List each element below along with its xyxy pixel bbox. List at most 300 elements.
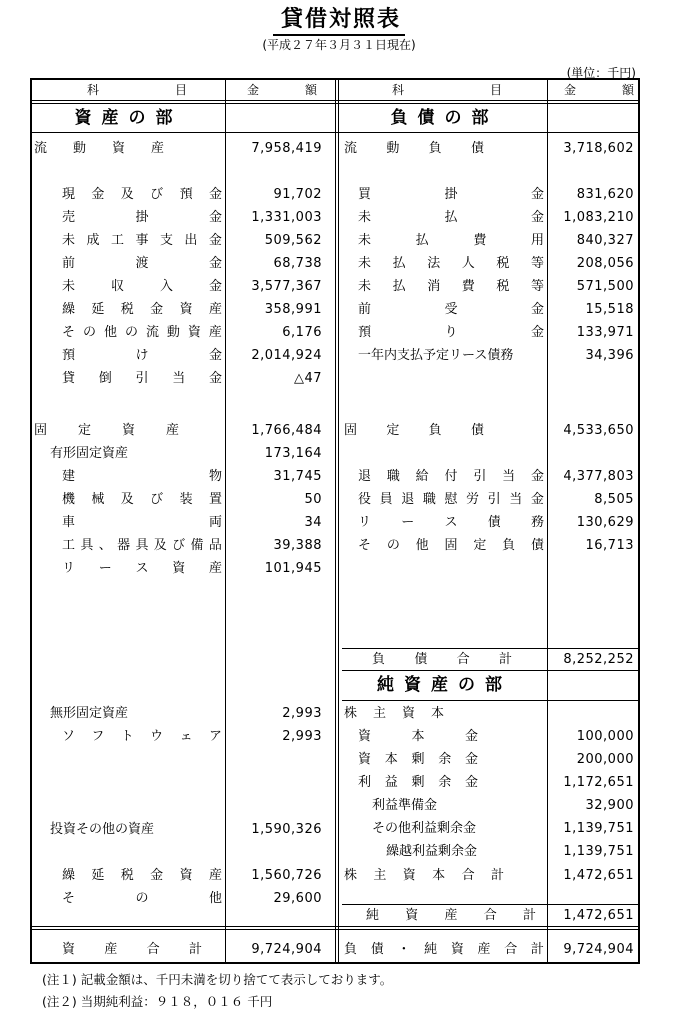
row-label: 一年内支払予定リース債務 <box>358 348 514 363</box>
label-char: び <box>150 187 164 202</box>
row-label <box>62 206 222 229</box>
row-amount: 101,945 <box>264 561 322 576</box>
row-amount: 1,472,651 <box>563 868 634 883</box>
header-label: 金 <box>564 83 577 97</box>
spread-label <box>62 887 222 910</box>
label-char: 金 <box>464 775 478 790</box>
label-char: 工 <box>110 233 124 248</box>
label-char: 資 <box>358 729 372 744</box>
label-char: 本 <box>430 706 444 721</box>
label-char: 預 <box>62 348 76 363</box>
row-label <box>344 864 504 887</box>
row-label <box>358 275 544 298</box>
row-amount: 1,472,651 <box>563 908 634 923</box>
spread-label <box>358 275 544 298</box>
label-char: 繰 <box>62 302 76 317</box>
row-amount: 3,577,367 <box>251 279 322 294</box>
row-amount: 8,505 <box>594 492 634 507</box>
label-char: 剰 <box>411 775 425 790</box>
row-amount: 1,766,484 <box>251 423 322 438</box>
label-char: 本 <box>411 729 425 744</box>
row-amount: 15,518 <box>585 302 634 317</box>
row-amount: 4,377,803 <box>563 469 634 484</box>
total-rule <box>32 926 638 930</box>
section-liabilities: 負債の部 <box>390 108 499 128</box>
row-amount: 208,056 <box>576 256 634 271</box>
row-amount: 8,252,252 <box>563 652 634 667</box>
spread-label <box>358 465 544 488</box>
label-char: 資 <box>121 423 135 438</box>
label-char: 本 <box>432 868 446 883</box>
label-char: 他 <box>103 325 117 340</box>
row-label: 有形固定資産 <box>50 446 129 461</box>
row-label <box>358 252 544 275</box>
label-char: 掛 <box>135 210 149 225</box>
label-char: 合 <box>456 652 470 667</box>
label-char: 株 <box>344 706 358 721</box>
row-amount: 1,331,003 <box>251 210 322 225</box>
spread-label <box>62 252 222 275</box>
label-char: 品 <box>208 538 222 553</box>
spread-label <box>344 938 544 961</box>
label-char: 引 <box>135 371 149 386</box>
row-amount: 68,738 <box>273 256 322 271</box>
label-char: 、 <box>98 538 112 553</box>
row-label <box>62 488 222 511</box>
label-char: 金 <box>530 492 544 507</box>
label-char: 払 <box>392 256 406 271</box>
label-char: 税 <box>120 302 134 317</box>
row-amount: 1,139,751 <box>563 821 634 836</box>
label-char: 引 <box>473 469 487 484</box>
row-label: 繰越利益剰余金 <box>386 844 478 859</box>
label-char: 等 <box>530 279 544 294</box>
label-char: 資 <box>179 868 193 883</box>
row-amount: 7,958,419 <box>251 141 322 156</box>
label-char: フ <box>91 729 105 744</box>
label-char: 前 <box>358 302 372 317</box>
label-char: 入 <box>159 279 173 294</box>
label-char: ー <box>401 515 415 530</box>
label-char: 資 <box>401 706 415 721</box>
label-char: 合 <box>461 868 475 883</box>
subtotal-rule <box>342 670 638 671</box>
row-label <box>62 183 222 206</box>
label-char: 金 <box>91 187 105 202</box>
label-char: 受 <box>444 302 458 317</box>
label-char: り <box>444 325 458 340</box>
spread-label <box>62 183 222 206</box>
label-char: 資 <box>62 942 76 957</box>
row-label <box>344 419 484 442</box>
label-char: 車 <box>62 515 76 530</box>
row-label <box>358 321 544 344</box>
label-char: 事 <box>135 233 149 248</box>
row-amount: 1,172,651 <box>563 775 634 790</box>
row-label <box>62 344 222 367</box>
label-char: 役 <box>358 492 372 507</box>
spread-label <box>344 419 484 442</box>
row-label <box>358 511 544 534</box>
row-label <box>358 748 478 771</box>
row-label <box>62 275 222 298</box>
row-amount: 130,629 <box>576 515 634 530</box>
label-char: の <box>82 325 96 340</box>
row-label <box>62 252 222 275</box>
row-label <box>62 367 222 390</box>
header-kingaku-left <box>247 80 317 100</box>
label-char: 用 <box>530 233 544 248</box>
spread-label <box>62 465 222 488</box>
row-label <box>62 864 222 887</box>
label-char: 具 <box>80 538 94 553</box>
row-label <box>358 229 544 252</box>
report-date: (平成２７年３月３１日現在) <box>262 38 416 52</box>
section-rule <box>32 132 638 133</box>
row-label <box>358 183 544 206</box>
row-amount: △47 <box>293 371 322 386</box>
label-char: 債 <box>487 515 501 530</box>
label-char: 合 <box>504 942 518 957</box>
label-char: 出 <box>184 233 198 248</box>
row-amount: 39,388 <box>273 538 322 553</box>
row-amount: 509,562 <box>264 233 322 248</box>
row-amount-assets-total: 9,724,904 <box>251 942 322 957</box>
row-label <box>62 511 222 534</box>
label-char: ・ <box>397 942 411 957</box>
header-kamoku-right <box>392 80 502 100</box>
label-char: ウ <box>150 729 164 744</box>
label-char: 金 <box>530 325 544 340</box>
label-char: 債 <box>470 141 484 156</box>
spread-label <box>358 511 544 534</box>
row-amount: 50 <box>304 492 322 507</box>
label-char: 金 <box>150 302 164 317</box>
row-label: 無形固定資産 <box>50 706 129 721</box>
label-char: 未 <box>62 233 76 248</box>
spread-label <box>358 748 478 771</box>
label-char: 慰 <box>444 492 458 507</box>
label-char: 計 <box>522 908 536 923</box>
label-char: 産 <box>208 302 222 317</box>
spread-label <box>358 771 478 794</box>
label-char: 収 <box>110 279 124 294</box>
spread-label <box>62 511 222 534</box>
label-char: 金 <box>530 210 544 225</box>
label-char: 産 <box>208 561 222 576</box>
row-amount: 1,083,210 <box>563 210 634 225</box>
label-char: 益 <box>384 775 398 790</box>
label-char: 産 <box>208 868 222 883</box>
label-char: 両 <box>208 515 222 530</box>
row-amount: 100,000 <box>576 729 634 744</box>
row-label: 投資その他の資産 <box>50 822 155 837</box>
spread-label <box>62 344 222 367</box>
label-char: 資 <box>358 752 372 767</box>
header-rule <box>32 100 638 104</box>
row-amount: 2,014,924 <box>251 348 322 363</box>
row-amount: 2,993 <box>282 729 322 744</box>
label-char: 付 <box>444 469 458 484</box>
label-char: 貸 <box>62 371 76 386</box>
row-amount: 571,500 <box>576 279 634 294</box>
label-char: 及 <box>120 187 134 202</box>
label-char: 労 <box>466 492 480 507</box>
row-label <box>358 725 478 748</box>
header-label: 科 <box>392 83 405 97</box>
label-char: 退 <box>401 492 415 507</box>
label-char: 負 <box>428 423 442 438</box>
row-label <box>62 229 222 252</box>
spread-label <box>358 183 544 206</box>
label-char: 売 <box>62 210 76 225</box>
label-char: 物 <box>208 469 222 484</box>
label-char: 債 <box>414 652 428 667</box>
label-char: 定 <box>77 423 91 438</box>
label-char: 金 <box>208 256 222 271</box>
label-char: 定 <box>386 423 400 438</box>
label-char: 他 <box>208 891 222 906</box>
spread-label <box>62 557 222 580</box>
note-1: (注１) 記載金額は、千円未満を切り捨てて表示しております。 <box>42 972 393 987</box>
label-char: 産 <box>444 908 458 923</box>
label-char: 払 <box>392 279 406 294</box>
spread-label <box>358 725 478 748</box>
spread-label <box>358 298 544 321</box>
row-label-current-assets <box>34 137 164 160</box>
label-char: 給 <box>415 469 429 484</box>
row-amount: 16,713 <box>585 538 634 553</box>
label-char: 金 <box>208 210 222 225</box>
label-char: ス <box>135 561 149 576</box>
label-char: 主 <box>373 868 387 883</box>
header-kingaku-right <box>564 80 634 100</box>
row-label-net-assets-total <box>366 905 536 926</box>
row-label <box>34 419 179 442</box>
row-amount: 1,560,726 <box>251 868 322 883</box>
label-char: 金 <box>464 729 478 744</box>
label-char: 金 <box>208 371 222 386</box>
row-label <box>358 534 544 557</box>
label-char: ト <box>120 729 134 744</box>
row-amount: 840,327 <box>576 233 634 248</box>
label-char: 計 <box>530 942 544 957</box>
label-char: 資 <box>172 561 186 576</box>
label-char: 余 <box>438 752 452 767</box>
column-divider <box>225 80 226 962</box>
row-label <box>344 702 444 725</box>
spread-label <box>34 419 179 442</box>
label-char: 当 <box>172 371 186 386</box>
document-title: 貸借対照表 <box>0 2 678 33</box>
row-label <box>358 465 544 488</box>
label-char: 金 <box>530 302 544 317</box>
row-label <box>358 488 544 511</box>
label-char: 資 <box>405 908 419 923</box>
row-amount: 34,396 <box>585 348 634 363</box>
label-char: 払 <box>415 233 429 248</box>
spread-label <box>344 137 484 160</box>
row-amount: 358,991 <box>264 302 322 317</box>
label-char: 資 <box>179 302 193 317</box>
label-char: ス <box>444 515 458 530</box>
label-char: 産 <box>477 942 491 957</box>
label-char: 現 <box>62 187 76 202</box>
row-amount: 4,533,650 <box>563 423 634 438</box>
label-char: び <box>172 538 186 553</box>
label-char: 具 <box>135 538 149 553</box>
spread-label <box>62 864 222 887</box>
row-amount: 32,900 <box>585 798 634 813</box>
label-char: 成 <box>86 233 100 248</box>
spread-label <box>62 488 222 511</box>
label-char: 等 <box>530 256 544 271</box>
label-char: 本 <box>384 752 398 767</box>
label-char: 資 <box>187 325 201 340</box>
label-char: 装 <box>179 492 193 507</box>
label-char: 預 <box>358 325 372 340</box>
label-char: ー <box>98 561 112 576</box>
label-char: 引 <box>487 492 501 507</box>
label-char: 負 <box>372 652 386 667</box>
label-char: 人 <box>461 256 475 271</box>
row-label <box>62 725 222 748</box>
label-char: 税 <box>120 868 134 883</box>
label-char: 及 <box>120 492 134 507</box>
label-char: 職 <box>422 492 436 507</box>
row-amount: 173,164 <box>264 446 322 461</box>
label-char: 株 <box>344 868 358 883</box>
row-label <box>62 321 222 344</box>
spread-label <box>62 275 222 298</box>
label-char: 機 <box>62 492 76 507</box>
label-char: 倒 <box>98 371 112 386</box>
spread-label <box>358 252 544 275</box>
label-char: 計 <box>188 942 202 957</box>
label-char: 金 <box>208 187 222 202</box>
row-amount <box>550 702 634 725</box>
label-char: 固 <box>444 538 458 553</box>
row-label-liab-net-total <box>344 938 544 961</box>
header-label: 目 <box>174 83 187 97</box>
row-amount: 831,620 <box>576 187 634 202</box>
spread-label <box>62 534 222 557</box>
section-assets: 資産の部 <box>74 108 183 128</box>
label-char: リ <box>62 561 76 576</box>
label-char: 産 <box>150 141 164 156</box>
label-char: 純 <box>366 908 380 923</box>
label-char: そ <box>62 325 76 340</box>
spread-label <box>62 725 222 748</box>
row-amount: 6,176 <box>282 325 322 340</box>
label-char: 金 <box>530 187 544 202</box>
row-label: その他利益剰余金 <box>372 821 477 836</box>
label-char: 固 <box>344 423 358 438</box>
balance-sheet-table <box>30 78 640 964</box>
label-char: 流 <box>145 325 159 340</box>
label-char: 預 <box>179 187 193 202</box>
row-label <box>62 465 222 488</box>
section-rule <box>342 700 638 701</box>
label-char: 買 <box>358 187 372 202</box>
row-label <box>358 771 478 794</box>
label-char: 計 <box>498 652 512 667</box>
spread-label <box>34 137 164 160</box>
label-char: 余 <box>438 775 452 790</box>
spread-label <box>358 206 544 229</box>
row-amount: 1,590,326 <box>251 822 322 837</box>
row-amount: 34 <box>304 515 322 530</box>
spread-label <box>344 864 504 887</box>
label-char: 未 <box>62 279 76 294</box>
label-char: 税 <box>496 279 510 294</box>
label-char: 当 <box>502 469 516 484</box>
header-label: 科 <box>87 83 100 97</box>
column-divider <box>547 80 548 962</box>
label-char: 負 <box>344 942 358 957</box>
label-char: 流 <box>344 141 358 156</box>
label-char: 固 <box>34 423 48 438</box>
label-char: の <box>386 538 400 553</box>
label-char: の <box>124 325 138 340</box>
unit-label: (単位：千円) <box>566 66 636 80</box>
label-char: 動 <box>166 325 180 340</box>
label-char: 未 <box>358 233 372 248</box>
label-char: ソ <box>62 729 76 744</box>
label-char: 剰 <box>411 752 425 767</box>
row-label <box>62 534 222 557</box>
label-char: 債 <box>370 942 384 957</box>
label-char: 建 <box>62 469 76 484</box>
header-kamoku-left <box>87 80 187 100</box>
row-amount: 1,139,751 <box>563 844 634 859</box>
label-char: け <box>135 348 149 363</box>
label-char: 産 <box>104 942 118 957</box>
row-label: 利益準備金 <box>372 798 438 813</box>
spread-label <box>344 702 444 725</box>
label-char: 流 <box>34 141 48 156</box>
label-char: 械 <box>91 492 105 507</box>
label-char: 金 <box>464 752 478 767</box>
label-char: 器 <box>117 538 131 553</box>
header-label: 額 <box>621 83 634 97</box>
row-label <box>62 887 222 910</box>
label-char: 支 <box>159 233 173 248</box>
label-char: 消 <box>427 279 441 294</box>
label-char: そ <box>358 538 372 553</box>
label-char: 掛 <box>444 187 458 202</box>
label-char: 務 <box>530 515 544 530</box>
label-char: 工 <box>62 538 76 553</box>
row-label <box>358 206 544 229</box>
row-amount: 29,600 <box>273 891 322 906</box>
label-char: 動 <box>386 141 400 156</box>
spread-label <box>62 206 222 229</box>
spread-label <box>62 938 202 961</box>
label-char: 備 <box>190 538 204 553</box>
label-char: の <box>135 891 149 906</box>
label-char: 税 <box>496 256 510 271</box>
label-char: 資 <box>402 868 416 883</box>
label-char: 合 <box>483 908 497 923</box>
label-char: 員 <box>379 492 393 507</box>
label-char: 債 <box>470 423 484 438</box>
row-label-assets-total <box>62 938 202 961</box>
label-char: 金 <box>530 469 544 484</box>
spread-label <box>62 229 222 252</box>
label-char: ア <box>208 729 222 744</box>
spread-label <box>358 321 544 344</box>
